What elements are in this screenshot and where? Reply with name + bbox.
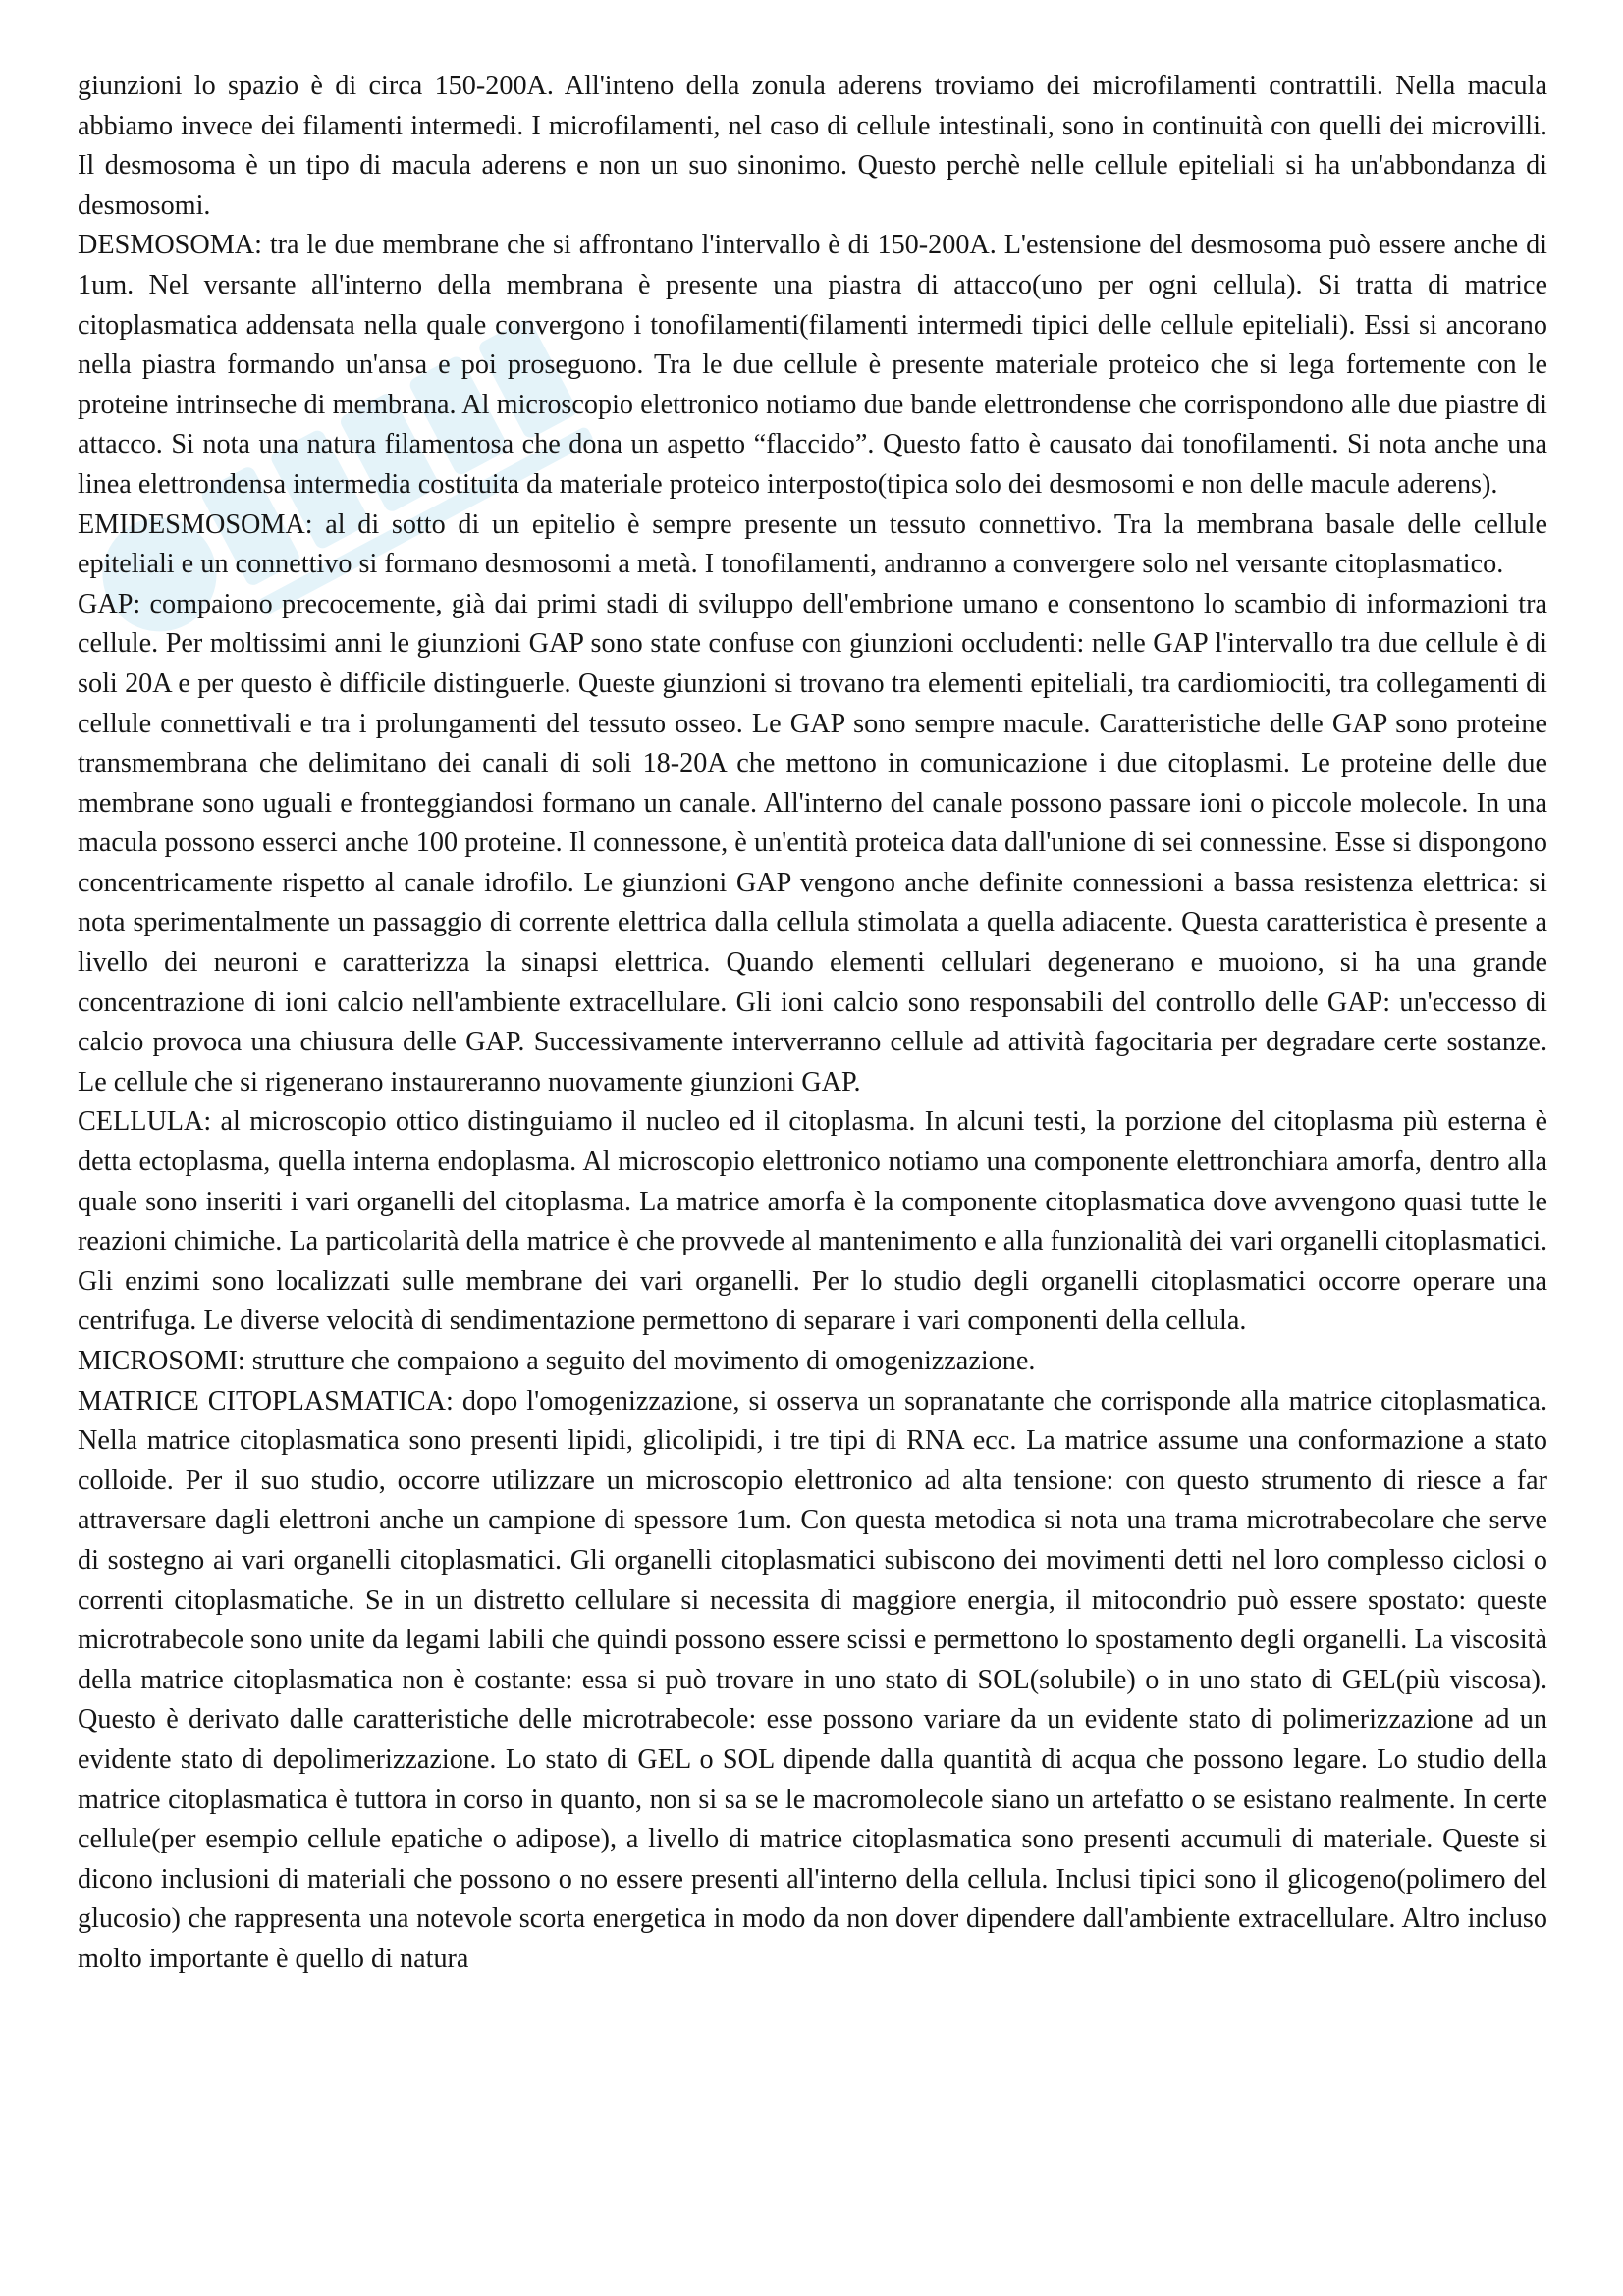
paragraph-gap: GAP: compaiono precocemente, già dai primi stadi di sviluppo dell'embrione umano e consentono lo scambio di informazioni tra cellule. Per moltissimi anni le giunzioni GAP sono state confuse con giunzioni occludenti: nelle GAP l'intervallo tra due cellule è di soli 20A e per questo è difficile distinguerle. Queste giunzioni si trovano tra elementi epiteliali, tra cardiomiociti, tra collegamenti di cellule connettivali e tra i prolungamenti del tessuto osseo. Le GAP sono sempre macule. Caratteristiche delle GAP sono proteine transmembrana che delimitano dei canali di soli 18-20A che mettono in comunicazione i due citoplasmi. Le proteine delle due membrane sono uguali e fronteggiandosi formano un canale. All'interno del canale possono passare ioni o piccole molecole. In una macula possono esserci anche 100 proteine. Il connessone, è un'entità proteica data dall'unione di sei connessine. Esse si dispongono concentricamente rispetto al canale idrofilo. Le giunzioni GAP vengono anche definite connessioni a bassa resistenza elettrica: si nota sperimentalmente un passaggio di corrente elettrica dalla cellula stimolata a quella adiacente. Questa caratteristica è presente a livello dei neuroni e caratterizza la sinapsi elettrica. Quando elementi cellulari degenerano e muoiono, si ha una grande concentrazione di ioni calcio nell'ambiente extracellulare. Gli ioni calcio sono responsabili del controllo delle GAP: un'eccesso di calcio provoca una chiusura delle GAP. Successivamente interverranno cellule ad attività fagocitaria per degradare certe sostanze. Le cellule che si rigenerano instaureranno nuovamente giunzioni GAP. (78, 588, 1547, 1097)
document-body (78, 67, 1547, 1980)
paragraph-desmosoma: DESMOSOMA: tra le due membrane che si affrontano l'intervallo è di 150-200A. L'estensione del desmosoma può essere anche di 1um. Nel versante all'interno della membrana è presente una piastra di attacco(uno per ogni cellula). Si tratta di matrice citoplasmatica addensata nella quale convergono i tonofilamenti(filamenti intermedi tipici delle cellule epiteliali). Essi si ancorano nella piastra formando un'ansa e poi proseguono. Tra le due cellule è presente materiale proteico che si lega fortemente con le proteine intrinseche di membrana. Al microscopio elettronico notiamo due bande elettrondense che corrispondono alle due piastre di attacco. Si nota una natura filamentosa che dona un aspetto “flaccido”. Questo fatto è causato dai tonofilamenti. Si nota anche una linea elettrondensa intermedia costituita da materiale proteico interposto(tipica solo dei desmosomi e non delle macule aderens). (78, 230, 1547, 500)
paragraph-matrice-citoplasmatica: MATRICE CITOPLASMATICA: dopo l'omogenizzazione, si osserva un sopranatante che corrisponde alla matrice citoplasmatica. Nella matrice citoplasmatica sono presenti lipidi, glicolipidi, i tre tipi di RNA ecc. La matrice assume una conformazione a stato colloide. Per il suo studio, occorre utilizzare un microscopio elettronico ad alta tensione: con questo strumento di riesce a far attraversare dagli elettroni anche un campione di spessore 1um. Con questa metodica si nota una trama microtrabecolare che serve di sostegno ai vari organelli citoplasmatici. Gli organelli citoplasmatici subiscono dei movimenti detti nel loro complesso ciclosi o correnti citoplasmatiche. Se in un distretto cellulare si necessita di maggiore energia, il mitocondrio può essere spostato: queste microtrabecole sono unite da legami labili che quindi possono essere scissi e permettono lo spostamento degli organelli. La viscosità della matrice citoplasmatica non è costante: essa si può trovare in uno stato di SOL(solubile) o in uno stato di GEL(più viscosa). Questo è derivato dalle caratteristiche delle microtrabecole: esse possono variare da un evidente stato di polimerizzazione ad un evidente stato di depolimerizzazione. Lo stato di GEL o SOL dipende dalla quantità di acqua che possono legare. Lo studio della matrice citoplasmatica è tuttora in corso in quanto, non si sa se le macromolecole siano un artefatto o se esistano realmente. In certe cellule(per esempio cellule epatiche o adipose), a livello di matrice citoplasmatica sono presenti accumuli di materiale. Queste si dicono inclusioni di materiali che possono o no essere presenti all'interno della cellula. Inclusi tipici sono il glicogeno(polimero del glucosio) che rappresenta una notevole scorta energetica in modo da non dover dipendere dall'ambiente extracellulare. Altro incluso molto importante è quello di natura (78, 1385, 1547, 1974)
paragraph-microsomi: MICROSOMI: strutture che compaiono a seguito del movimento di omogenizzazione. (78, 1346, 1036, 1376)
paragraph-intro: giunzioni lo spazio è di circa 150-200A. All'inteno della zonula aderens troviamo dei microfilamenti contrattili. Nella macula abbiamo invece dei filamenti intermedi. I microfilamenti, nel caso di cellule intestinali, sono in continuità con quelli dei microvilli. Il desmosoma è un tipo di macula aderens e non un suo sinonimo. Questo perchè nelle cellule epiteliali si ha un'abbondanza di desmosomi. (78, 71, 1547, 221)
paragraph-cellula: CELLULA: al microscopio ottico distinguiamo il nucleo ed il citoplasma. In alcuni testi, la porzione del citoplasma più esterna è detta ectoplasma, quella interna endoplasma. Al microscopio elettronico notiamo una componente elettronchiara amorfa, dentro alla quale sono inseriti i vari organelli del citoplasma. La matrice amorfa è la componente citoplasmatica dove avvengono quasi tutte le reazioni chimiche. La particolarità della matrice è che provvede al mantenimento e alla funzionalità dei vari organelli citoplasmatici. Gli enzimi sono localizzati sulle membrane dei vari organelli. Per lo studio degli organelli citoplasmatici occorre operare una centrifuga. Le diverse velocità di sendimentazione permettono di separare i vari componenti della cellula. (78, 1106, 1547, 1337)
paragraph-emidesmosoma: EMIDESMOSOMA: al di sotto di un epitelio è sempre presente un tessuto connettivo. Tra la membrana basale delle cellule epiteliali e un connettivo si formano desmosomi a metà. I tonofilamenti, andranno a convergere solo nel versante citoplasmatico. (78, 508, 1547, 580)
